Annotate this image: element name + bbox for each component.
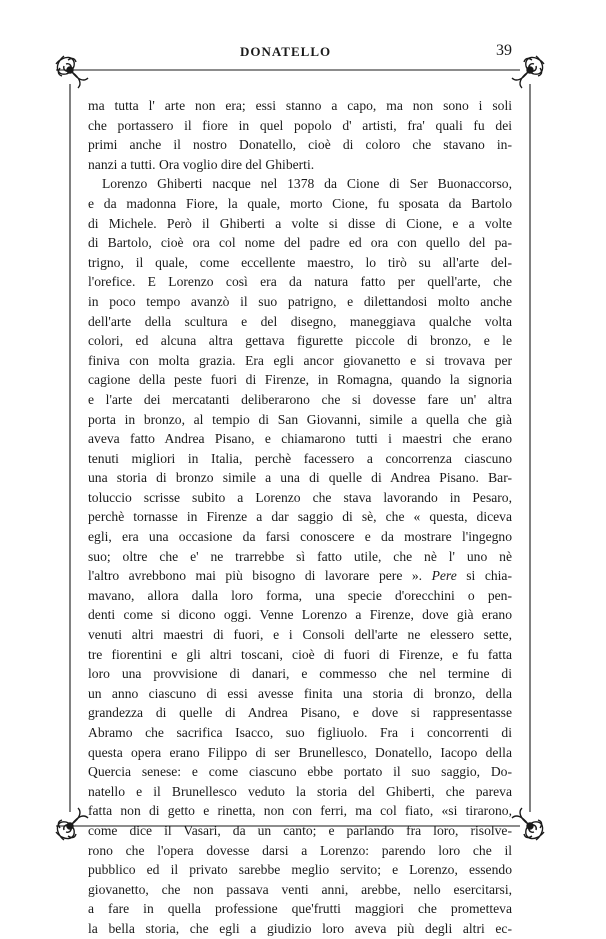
text-line: pubblico ed il privato sarebbe meglio servito; e Lorenzo, essendo <box>88 862 512 878</box>
text-line: natello e il Brunellesco veduto la storia del Ghiberti, che pareva <box>88 783 512 799</box>
text-line: loro una provvisione di danari, e commesso che nel termine di <box>88 666 512 682</box>
body-text <box>88 96 512 939</box>
text-line: suo; oltre che e' ne trarrebbe sì fatto utile, che nè l' uno nè <box>88 548 512 564</box>
text-line: egli, era una occasione da farsi conoscere e da mostrare l'ingegno <box>88 529 512 545</box>
text-line: trigno, il quale, come eccellente maestro, lo tirò su all'arte del- <box>88 254 512 270</box>
top-right-ornament-icon <box>512 56 544 88</box>
bottom-left-ornament-icon <box>56 808 88 840</box>
text-line: primi anche il nostro Donatello, cioè di coloro che stavano in- <box>88 137 512 153</box>
text-line: di Michele. Però il Ghiberti a volte si disse di Cione, e a volte <box>88 215 512 231</box>
text-line: finiva con molta grazia. Era egli ancor giovanetto e si trovava per <box>88 352 512 368</box>
text-line: venuti altri maestri di fuori, e i Consoli dell'arte ne elessero sette, <box>88 627 512 643</box>
text-line: che portassero il fiore in quel popolo d' artisti, fra' quali fu dei <box>88 117 512 133</box>
text-line: toluccio scrisse subito a Lorenzo che stava lavorando in Pesaro, <box>88 489 512 505</box>
top-left-ornament-icon <box>56 56 88 88</box>
text-line: denti come si dicono oggi. Venne Lorenzo a Firenze, dove già erano <box>88 607 512 623</box>
text-line: tre fiorentini e gli altri toscani, cioè di fuori di Firenze, e fu fatta <box>88 646 512 662</box>
text-line: tenuti migliori in Italia, perchè facessero a concorrenza ciascuno <box>88 450 512 466</box>
text-line: giovanetto, che non passava venti anni, arebbe, nello esercitarsi, <box>88 881 512 897</box>
text-line: dell'arte della scultura e del disegno, maneggiava qualche volta <box>88 313 512 329</box>
text-fragment: si chia- <box>466 568 512 584</box>
running-title: DONATELLO <box>240 44 332 59</box>
page-number: 39 <box>496 42 512 59</box>
text-line: in poco tempo avanzò il suo patrigno, e dilettandosi molto anche <box>88 293 512 309</box>
text-line: come dice il Vasari, da un canto; e parlando fra loro, risolve- <box>88 822 512 838</box>
text-line: questa opera erano Filippo di ser Brunellesco, Donatello, Iacopo della <box>88 744 512 760</box>
text-line: una storia di bronzo simile a una di quelle di Andrea Pisano. Bar- <box>88 470 512 486</box>
text-line: fatta non di getto e rinetta, non con ferri, ma col fiato, «si tirarono, <box>88 803 512 819</box>
text-line: aveva fatto Andrea Pisano, e chiamarono tutti i maestri che erano <box>88 431 512 447</box>
text-line: colori, ed alcuna altra gettava figurette piccole di bronzo, e le <box>88 333 512 349</box>
text-line: di Bartolo, cioè ora col nome del padre ed ora con quello del pa- <box>88 235 512 251</box>
text-line: l'orefice. E Lorenzo così era da natura fatto per quell'arte, che <box>88 274 512 290</box>
text-line: grandezza di quelle di Andrea Pisano, e dove si rappresentasse <box>88 705 512 721</box>
text-line: porta in bronzo, al tempio di San Giovanni, simile a quella che già <box>88 411 512 427</box>
text-line-with-italic <box>88 566 512 586</box>
text-line: e da madonna Fiore, la quale, morto Cione, fu sposata da Bartolo <box>88 195 512 211</box>
text-line: Lorenzo Ghiberti nacque nel 1378 da Cione di Ser Buonaccorso, <box>102 176 512 192</box>
text-line: la bella storia, che egli a giudizio loro aveva più degli altri ec- <box>88 920 512 936</box>
text-line: Abramo che sacrifica Isacco, suo figliuolo. Fra i concorrenti di <box>88 725 512 740</box>
text-line: nanzi a tutti. Ora voglio dire del Ghiberti. <box>88 156 315 172</box>
text-line: e l'arte dei mercatanti deliberarono che si dovesse fare un' altra <box>88 391 512 407</box>
text-line: Quercia senese: e come ciascuno ebbe portato il suo saggio, Do- <box>88 764 512 780</box>
text-line: rono che l'opera dovesse darsi a Lorenzo: parendo loro che il <box>88 842 512 858</box>
text-line: mavano, allora dalla loro forma, una specie d'orecchini o pen- <box>88 587 512 603</box>
text-line: un anno ciascuno di essi avesse finita una storia di bronzo, della <box>88 685 512 701</box>
text-line: ma tutta l' arte non era; essi stanno a capo, ma non sono i soli <box>88 98 512 113</box>
text-fragment: l'altro avrebbono mai più bisogno di lavorare pere ». <box>88 568 423 584</box>
text-line: a fare in quella professione que'frutti maggiori che prometteva <box>88 901 512 917</box>
text-line: perchè tornasse in Firenze a dar saggio di sè, che « questa, diceva <box>88 509 512 525</box>
text-line: cagione della peste fuori di Firenze, in Romagna, quando la signoria <box>88 372 512 388</box>
italic-term: Pere <box>431 568 457 584</box>
bottom-right-ornament-icon <box>512 808 544 840</box>
